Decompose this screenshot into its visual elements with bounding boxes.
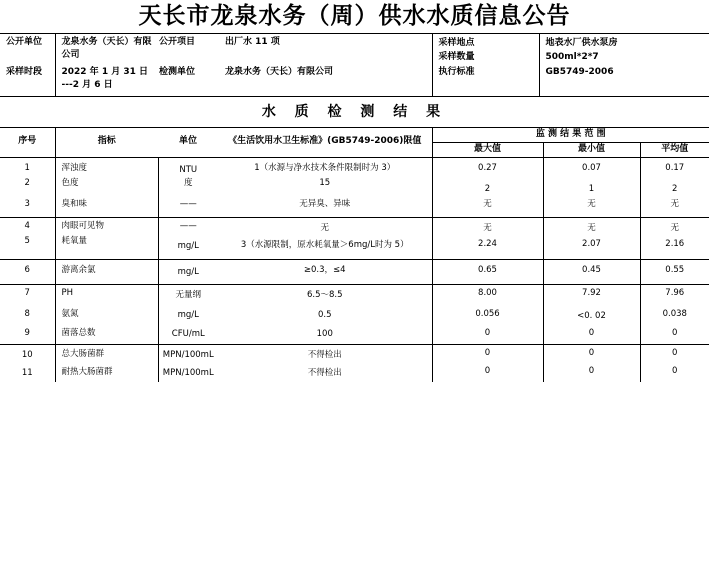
row-min: <0. 02 xyxy=(543,305,640,325)
row-avg: 无 xyxy=(640,198,709,217)
row-min: 0 xyxy=(543,364,640,382)
row-min: 无 xyxy=(543,198,640,217)
row-min: 0.07 xyxy=(543,157,640,177)
header-index: 指标 xyxy=(55,127,158,157)
row-name: 浑浊度 xyxy=(55,157,158,177)
row-unit: MPN/100mL xyxy=(162,349,214,360)
row-no: 5 xyxy=(0,235,55,259)
row-min: 0.45 xyxy=(543,259,640,284)
results-table xyxy=(0,127,709,382)
row-max: 2 xyxy=(432,177,543,198)
row-min: 2.07 xyxy=(543,235,640,259)
row-limit: 100 xyxy=(218,325,432,344)
item-value: 出厂水 11 项 xyxy=(225,37,280,47)
row-no: 10 xyxy=(0,344,55,364)
header-max: 最大值 xyxy=(432,142,543,157)
period-value-line1: 2022 年 1 月 31 日 xyxy=(61,66,149,77)
row-limit: 3（水源限制，原水耗氧量＞6mg/L时为 5） xyxy=(218,235,432,259)
row-name: 耗氧量 xyxy=(55,235,158,259)
row-no: 7 xyxy=(0,284,55,305)
qty-label: 采样数量 xyxy=(438,52,475,62)
row-unit: —— xyxy=(179,220,197,231)
row-limit: 不得检出 xyxy=(307,349,342,360)
std-value: GB5749-2006 xyxy=(539,66,709,97)
row-name: PH xyxy=(55,284,158,305)
row-unit: CFU/mL xyxy=(158,325,218,344)
qty-value: 500ml*2*7 xyxy=(545,52,599,62)
row-avg: 0.17 xyxy=(640,157,709,177)
row-no: 3 xyxy=(0,198,55,217)
row-min: 7.92 xyxy=(543,284,640,305)
row-limit: 6.5～8.5 xyxy=(306,289,343,300)
row-avg: 0.038 xyxy=(640,305,709,325)
period-value-line2: ---2 月 6 日 xyxy=(61,79,113,90)
row-limit: 0.5 xyxy=(317,310,332,320)
row-limit: 15 xyxy=(319,178,331,188)
row-avg: 2.16 xyxy=(640,235,709,259)
row-max: 8.00 xyxy=(432,284,543,305)
row-limit: 1（水源与净水技术条件限制时为 3） xyxy=(254,162,396,173)
row-max: 无 xyxy=(432,217,543,235)
row-no: 11 xyxy=(0,364,55,382)
row-no: 8 xyxy=(0,305,55,325)
row-name: 菌落总数 xyxy=(55,325,158,344)
row-avg: 0 xyxy=(640,325,709,344)
row-no: 6 xyxy=(0,259,55,284)
row-unit: 度 xyxy=(183,178,193,188)
site-value: 地表水厂供水泵房 xyxy=(545,38,618,48)
header-limit: 《生活饮用水卫生标准》(GB5749-2006)限值 xyxy=(218,127,432,157)
site-label: 采样地点 xyxy=(438,38,475,48)
row-name: 耐热大肠菌群 xyxy=(55,364,158,382)
row-limit: 无异臭、异味 xyxy=(218,198,432,217)
row-avg: 0 xyxy=(640,364,709,382)
row-limit: 无 xyxy=(320,222,329,233)
header-unit: 单位 xyxy=(158,127,218,157)
row-max: 0 xyxy=(432,364,543,382)
row-unit: 无量纲 xyxy=(175,289,201,300)
row-max: 0.65 xyxy=(432,259,543,284)
page-title: 天长市龙泉水务（周）供水水质信息公告 xyxy=(138,2,571,29)
row-unit: mg/L xyxy=(158,235,218,259)
row-max: 0.056 xyxy=(432,305,543,325)
row-no: 2 xyxy=(0,177,55,198)
row-unit: MPN/100mL xyxy=(162,368,214,378)
row-unit: mg/L xyxy=(177,310,199,320)
header-avg: 平均值 xyxy=(640,142,709,157)
row-min: 1 xyxy=(543,177,640,198)
period-label: 采样时段 xyxy=(6,66,43,77)
row-no: 9 xyxy=(0,325,55,344)
tester-label: 检测单位 xyxy=(159,66,196,77)
row-unit: —— xyxy=(158,198,218,217)
section-subtitle: 水 质 检 测 结 果 xyxy=(0,97,709,128)
row-name: 肉眼可见物 xyxy=(55,217,158,235)
header-min: 最小值 xyxy=(543,142,640,157)
row-name: 总大肠菌群 xyxy=(55,344,158,364)
header-range: 监 测 结 果 范 围 xyxy=(432,127,709,142)
row-min: 无 xyxy=(543,217,640,235)
row-max: 2.24 xyxy=(432,235,543,259)
row-min: 0 xyxy=(543,344,640,364)
row-max: 0.27 xyxy=(432,157,543,177)
row-name: 游离余氯 xyxy=(55,259,158,284)
row-avg: 0.55 xyxy=(640,259,709,284)
row-unit: mg/L xyxy=(158,259,218,284)
tester-value: 龙泉水务（天长）有限公司 xyxy=(225,66,334,77)
row-max: 0 xyxy=(432,344,543,364)
row-avg: 无 xyxy=(640,217,709,235)
row-name: 色度 xyxy=(55,177,158,198)
header-no: 序号 xyxy=(0,127,55,157)
row-avg: 0 xyxy=(640,344,709,364)
std-label: 执行标准 xyxy=(432,66,539,97)
row-limit: ≥0.3，≤4 xyxy=(218,259,432,284)
item-label: 公开项目 xyxy=(159,37,196,47)
row-avg: 7.96 xyxy=(640,284,709,305)
publisher-label: 公开单位 xyxy=(6,37,43,47)
row-name: 臭和味 xyxy=(55,198,158,217)
info-table xyxy=(0,33,709,97)
publisher-value: 龙泉水务（天长）有限公司 xyxy=(55,34,153,66)
row-unit: NTU xyxy=(179,164,198,175)
row-max: 无 xyxy=(432,198,543,217)
row-limit: 不得检出 xyxy=(307,368,342,378)
row-max: 0 xyxy=(432,325,543,344)
row-no: 1 xyxy=(0,157,55,177)
row-min: 0 xyxy=(543,325,640,344)
row-avg: 2 xyxy=(640,177,709,198)
row-name: 氨氮 xyxy=(55,305,158,325)
row-no: 4 xyxy=(0,217,55,235)
